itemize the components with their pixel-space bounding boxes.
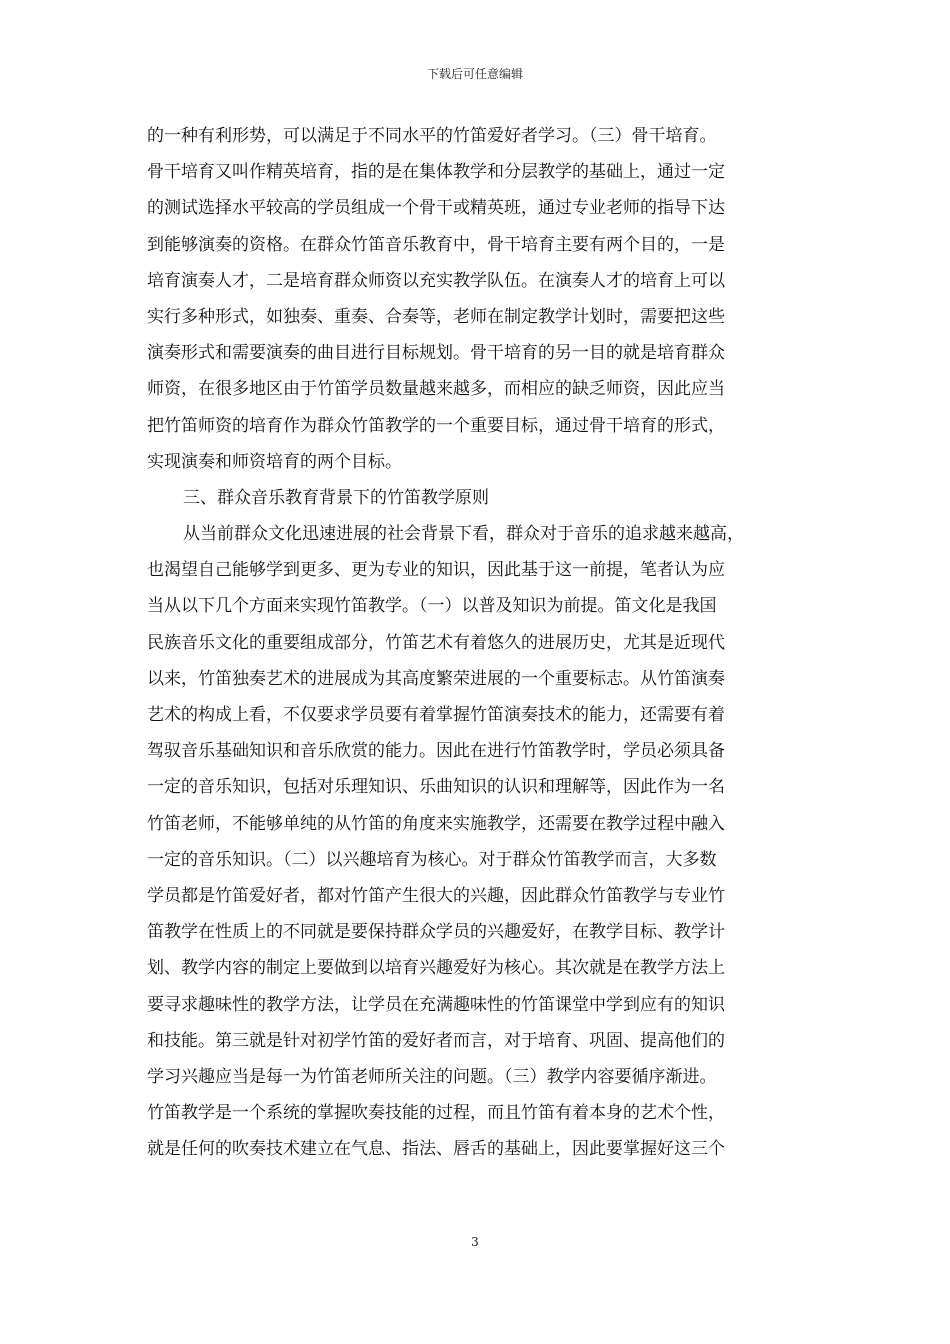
body-text [147,118,812,1167]
text-line: 学习兴趣应当是每一为竹笛老师所关注的问题。（三）教学内容要循序渐进。 [147,1066,717,1087]
text-line: 学员都是竹笛爱好者，都对竹笛产生很大的兴趣，因此群众竹笛教学与专业竹 [147,885,725,906]
text-line: 艺术的构成上看，不仅要求学员要有着掌握竹笛演奏技术的能力，还需要有着 [147,705,725,725]
text-line: 到能够演奏的资格。在群众竹笛音乐教育中，骨干培育主要有两个目的，一是 [147,234,725,255]
text-line: 当从以下几个方面来实现竹笛教学。（一）以普及知识为前提。笛文化是我国 [147,596,717,617]
text-line: 的测试选择水平较高的学员组成一个骨干或精英班，通过专业老师的指导下达 [147,198,725,219]
text-line: 的一种有利形势，可以满足于不同水平的竹笛爱好者学习。（三）骨干培育。 [147,126,717,146]
text-line: 也渴望自己能够学到更多、更为专业的知识，因此基于这一前提，笔者认为应 [147,560,725,581]
text-line: 演奏形式和需要演奏的曲目进行目标规划。骨干培育的另一目的就是培育群众 [147,343,725,364]
page-number: 3 [471,1235,479,1249]
text-line: 以来，竹笛独奏艺术的进展成为其高度繁荣进展的一个重要标志。从竹笛演奏 [147,668,725,689]
text-line: 一定的音乐知识。（二）以兴趣培育为核心。对于群众竹笛教学而言，大多数 [147,849,717,870]
text-line: 把竹笛师资的培育作为群众竹笛教学的一个重要目标，通过骨干培育的形式， [147,415,725,436]
text-line: 骨干培育又叫作精英培育，指的是在集体教学和分层教学的基础上，通过一定 [147,162,725,183]
page-header: 下载后可任意编辑 [426,67,523,81]
text-line: 笛教学在性质上的不同就是要保持群众学员的兴趣爱好，在教学目标、教学计 [147,922,725,943]
text-line: 一定的音乐知识，包括对乐理知识、乐曲知识的认识和理解等，因此作为一名 [147,777,725,798]
section-heading: 三、群众音乐教育背景下的竹笛教学原则 [183,487,489,508]
text-line: 从当前群众文化迅速进展的社会背景下看，群众对于音乐的追求越来越高， [183,524,744,545]
text-line: 划、教学内容的制定上要做到以培育兴趣爱好为核心。其次就是在教学方法上 [147,958,725,979]
text-line: 师资，在很多地区由于竹笛学员数量越来越多，而相应的缺乏师资，因此应当 [147,379,725,400]
text-line: 和技能。第三就是针对初学竹笛的爱好者而言，对于培育、巩固、提高他们的 [147,1030,725,1051]
text-line: 竹笛老师，不能够单纯的从竹笛的角度来实施教学，还需要在教学过程中融入 [147,813,725,834]
text-line: 要寻求趣味性的教学方法，让学员在充满趣味性的竹笛课堂中学到应有的知识 [147,994,725,1015]
text-line: 实现演奏和师资培育的两个目标。 [147,451,402,472]
text-line: 实行多种形式，如独奏、重奏、合奏等，老师在制定教学计划时，需要把这些 [147,306,725,327]
text-line: 竹笛教学是一个系统的掌握吹奏技能的过程，而且竹笛有着本身的艺术个性， [147,1103,725,1124]
text-line: 培育演奏人才，二是培育群众师资以充实教学队伍。在演奏人才的培育上可以 [147,270,725,291]
text-line: 民族音乐文化的重要组成部分，竹笛艺术有着悠久的进展历史，尤其是近现代 [147,632,725,653]
text-line: 驾驭音乐基础知识和音乐欣赏的能力。因此在进行竹笛教学时，学员必须具备 [147,741,725,762]
text-line: 就是任何的吹奏技术建立在气息、指法、唇舌的基础上，因此要掌握好这三个 [147,1139,725,1160]
